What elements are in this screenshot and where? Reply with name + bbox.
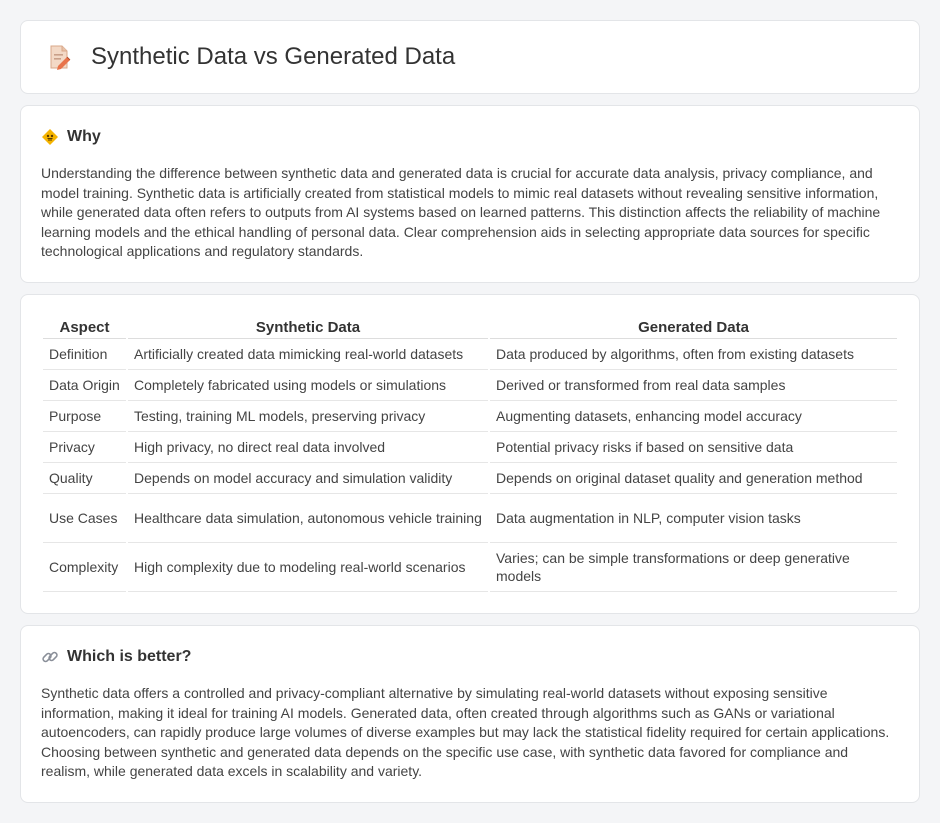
cell-generated: Varies; can be simple transformations or deep generative models	[490, 543, 897, 592]
cell-aspect: Quality	[43, 463, 126, 494]
cell-generated: Augmenting datasets, enhancing model accuracy	[490, 401, 897, 432]
table-row	[43, 432, 897, 463]
column-header-synthetic: Synthetic Data	[128, 315, 488, 339]
table-header-row	[43, 315, 897, 339]
page-title: Synthetic Data vs Generated Data	[91, 43, 456, 70]
lightbulb-icon	[41, 128, 59, 146]
why-section	[20, 105, 920, 283]
cell-aspect: Purpose	[43, 401, 126, 432]
table-row	[43, 401, 897, 432]
cell-generated: Depends on original dataset quality and generation method	[490, 463, 897, 494]
table-row	[43, 543, 897, 592]
why-body: Understanding the difference between synthetic data and generated data is crucial for accurate data analysis, privacy compliance, and model training. Synthetic data is artificially created from statistical models to mimic real datasets without revealing sensitive information, while generated data often refers to outputs from AI systems based on learned patterns. This distinction affects the reliability of machine learning models and the ethical handling of personal data. Clear comprehension aids in selecting appropriate data sources for specific technological applications and regulatory standards.	[41, 165, 881, 260]
which-is-better-title: Which is better?	[67, 648, 192, 665]
cell-generated: Data produced by algorithms, often from existing datasets	[490, 339, 897, 370]
cell-synthetic: High complexity due to modeling real-world scenarios	[128, 543, 488, 592]
table-row	[43, 370, 897, 401]
which-is-better-body: Synthetic data offers a controlled and privacy-compliant alternative by simulating real-world datasets without exposing sensitive information, making it ideal for training AI models. Generated data, often created through algorithms such as GANs or variational autoencoders, can rapidly produce large volumes of diverse examples but may lack the statistical fidelity required for certain applications. Choosing between synthetic and generated data depends on the specific use case, with synthetic data favored for compliance and realism, while generated data excels in scalability and variety.	[41, 685, 890, 780]
cell-aspect: Privacy	[43, 432, 126, 463]
cell-synthetic: Completely fabricated using models or simulations	[128, 370, 488, 401]
cell-aspect: Complexity	[43, 543, 126, 592]
link-icon	[41, 648, 59, 666]
document-edit-icon	[45, 43, 73, 71]
cell-generated: Derived or transformed from real data samples	[490, 370, 897, 401]
table-row	[43, 463, 897, 494]
cell-aspect: Definition	[43, 339, 126, 370]
cell-aspect: Data Origin	[43, 370, 126, 401]
comparison-table	[41, 315, 899, 592]
why-title: Why	[67, 128, 101, 145]
cell-synthetic: Depends on model accuracy and simulation validity	[128, 463, 488, 494]
column-header-generated: Generated Data	[490, 315, 897, 339]
cell-synthetic: Testing, training ML models, preserving privacy	[128, 401, 488, 432]
column-header-aspect: Aspect	[43, 315, 126, 339]
cell-generated: Potential privacy risks if based on sensitive data	[490, 432, 897, 463]
which-is-better-section	[20, 625, 920, 803]
table-row	[43, 494, 897, 543]
comparison-card	[20, 294, 920, 614]
cell-aspect: Use Cases	[43, 494, 126, 543]
cell-synthetic: Artificially created data mimicking real-world datasets	[128, 339, 488, 370]
cell-generated: Data augmentation in NLP, computer vision tasks	[490, 494, 897, 543]
header-card	[20, 20, 920, 94]
table-row	[43, 339, 897, 370]
cell-synthetic: Healthcare data simulation, autonomous vehicle training	[128, 494, 488, 543]
cell-synthetic: High privacy, no direct real data involved	[128, 432, 488, 463]
